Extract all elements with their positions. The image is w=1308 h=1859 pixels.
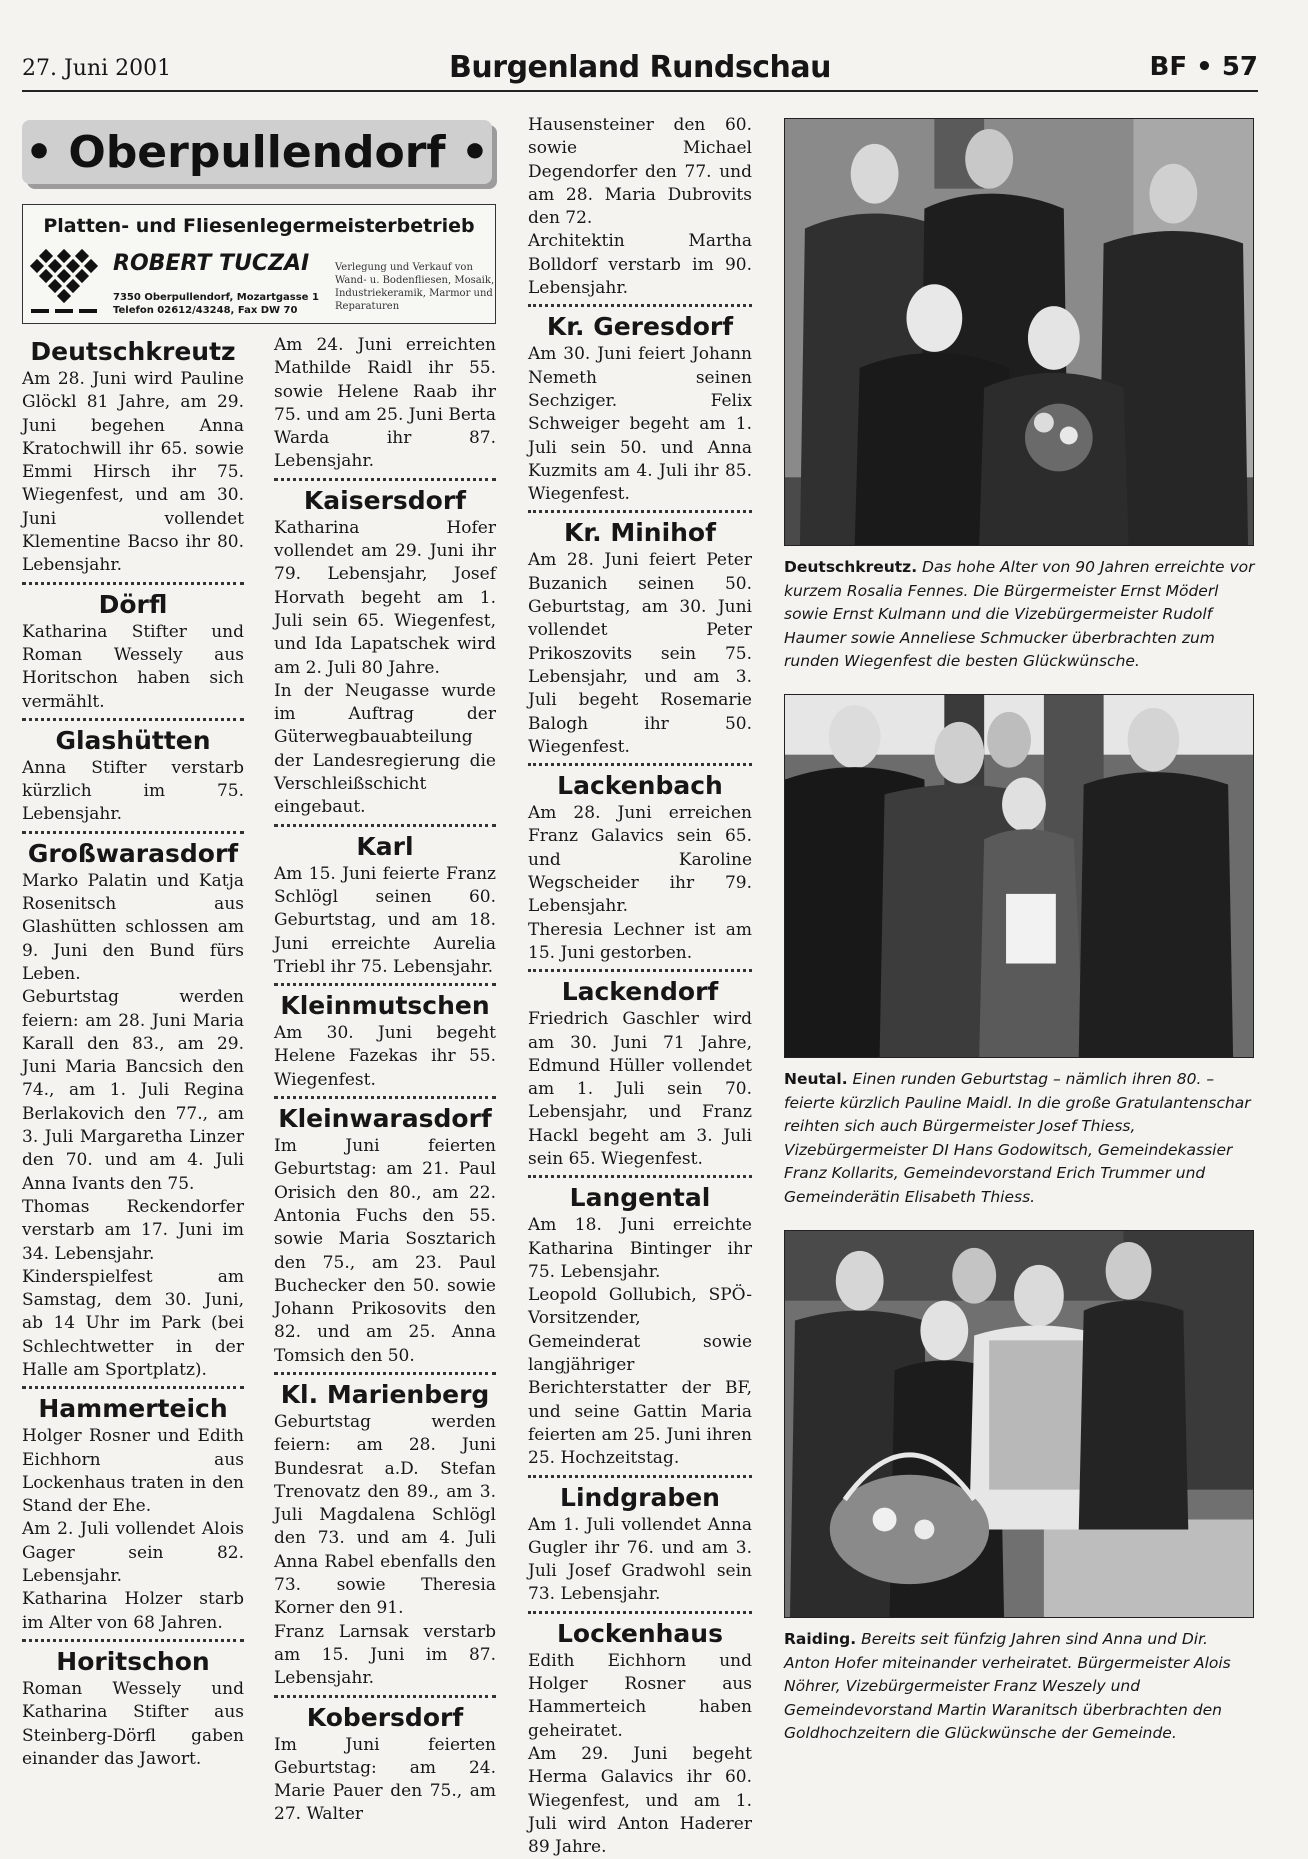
section-heading: Kleinmutschen — [280, 991, 490, 1021]
section-heading: Kleinwarasdorf — [278, 1104, 492, 1134]
article-paragraph: Friedrich Gaschler wird am 30. Juni 71 Jahre, Edmund Hüller vollendet am 1. Juli sein 70. Lebensjahr, und Franz Hackl begeht am 3. Juli sein 65. Wiegenfest. — [528, 1009, 752, 1169]
article-paragraph: Am 15. Juni feierte Franz Schlögl seinen 60. Geburtstag, und am 18. Juni erreichte Aurelia Triebl ihr 75. Lebensjahr. — [274, 863, 496, 977]
article-paragraph: Geburtstag werden feiern: am 28. Juni Bundesrat a.D. Stefan Trenovatz den 89., am 3. Juli Magdalena Schlögl den 73. und am 4. Juli Anna Rabel ebenfalls den 73. sowie Theresia Korner den 91. — [274, 1411, 496, 1619]
ad-description: Verlegung und Verkauf von Wand- u. Bodenfliesen, Mosaik, Industriekeramik, Marmor und Reparaturen — [335, 262, 495, 312]
section-separator — [528, 969, 752, 972]
section-heading: Kaisersdorf — [303, 485, 467, 515]
article-paragraph: Im Juni feierten Geburtstag: am 24. Marie Pauer den 75., am 27. Walter — [274, 1734, 496, 1825]
tile-logo-icon — [29, 247, 109, 319]
article-paragraph: Hausensteiner den 60. sowie Michael Degendorfer den 77. und am 28. Maria Dubrovits den 72. — [528, 115, 752, 229]
article-paragraph: Roman Wessely und Katharina Stifter aus Steinberg-Dörfl gaben einander das Jawort. — [22, 1678, 244, 1769]
caption-place: Deutschkreutz. — [784, 558, 918, 576]
caption-text: Bereits seit fünfzig Jahren sind Anna und Dir. Anton Hofer miteinander verheiratet. Bürgermeister Alois Nöhrer, Vizebürgermeister Franz Weszely und Gemeindevorstand Martin Waranitsch überbrachten den Goldhochzeitern die Glückwünsche der Gemeinde. — [784, 1630, 1231, 1742]
article-paragraph: Am 28. Juni feiert Peter Buzanich seinen 50. Geburtstag, am 30. Juni vollendet Peter Prikoszovits sein 75. Lebensjahr, und am 3. Juli begeht Rosemarie Balogh ihr 50. Wiegenfest. — [528, 550, 752, 757]
newspaper-title: Burgenland Rundschau — [449, 50, 831, 85]
article-paragraph: Am 1. Juli vollendet Anna Gugler ihr 76. und am 3. Juli Josef Gradwohl sein 73. Lebensjahr. — [528, 1514, 752, 1605]
section-heading: Deutschkreutz — [30, 337, 236, 366]
photo-caption-neutal — [784, 1068, 1258, 1209]
article-paragraph: Franz Larnsak verstarb am 15. Juni im 87. Lebensjahr. — [274, 1621, 496, 1689]
section-heading: Horitschon — [56, 1646, 210, 1676]
section-separator — [22, 718, 244, 721]
section-separator — [528, 1611, 752, 1614]
article-paragraph: Marko Palatin und Katja Rosenitsch aus Glashütten schlossen am 9. Juni den Bund fürs Leben. — [22, 870, 244, 984]
section-separator — [528, 1475, 752, 1478]
section-separator — [274, 1096, 496, 1099]
article-column-3 — [528, 114, 752, 1859]
article-paragraph: In der Neugasse wurde im Auftrag der Güterwegbauabteilung der Landesregierung die Verschleißschicht eingebaut. — [274, 680, 496, 818]
section-separator — [274, 983, 496, 986]
section-separator — [528, 304, 752, 307]
issue-date: 27. Juni 2001 — [22, 56, 172, 81]
photo-caption-raiding — [784, 1628, 1258, 1746]
article-paragraph: Am 28. Juni wird Pauline Glöckl 81 Jahre, am 29. Juni begehen Anna Kratochwill ihr 65. sowie Emmi Hirsch ihr 75. Wiegenfest, und am 30. Juni vollendet Klementine Bacso ihr 80. Lebensjahr. — [22, 369, 244, 576]
article-paragraph: Am 18. Juni erreichte Katharina Bintinger ihr 75. Lebensjahr. — [528, 1215, 752, 1282]
article-paragraph: Geburtstag werden feiern: am 28. Juni Maria Karall den 83., am 29. Juni Maria Bancsich den 74., am 1. Juli Regina Berlakovich den 77., am 3. Juli Margaretha Linzer den 70. und am 4. Juli Anna Ivants den 75. — [22, 987, 244, 1194]
article-paragraph: Architektin Martha Bolldorf verstarb im 90. Lebensjahr. — [528, 231, 752, 299]
article-paragraph: Katharina Holzer starb im Alter von 68 Jahren. — [22, 1589, 244, 1633]
section-separator — [528, 510, 752, 513]
article-column-1 — [22, 334, 244, 1771]
region-banner: • Oberpullendorf • — [22, 120, 492, 184]
section-heading: Kl. Marienberg — [280, 1379, 490, 1409]
article-paragraph: Katharina Stifter und Roman Wessely aus Horitschon haben sich vermählt. — [22, 621, 244, 712]
section-heading: Lackendorf — [561, 977, 719, 1007]
advertisement — [22, 204, 496, 324]
article-paragraph: Anna Stifter verstarb kürzlich im 75. Lebensjahr. — [22, 757, 244, 825]
section-separator — [22, 1386, 244, 1389]
section-heading: Lockenhaus — [557, 1618, 723, 1648]
caption-place: Raiding. — [784, 1630, 857, 1648]
section-separator — [528, 1175, 752, 1178]
section-separator — [274, 824, 496, 827]
section-separator — [22, 831, 244, 834]
ad-heading: Platten- und Fliesenlegermeisterbetrieb — [43, 215, 475, 237]
caption-text: Einen runden Geburtstag – nämlich ihren 80. – feierte kürzlich Pauline Maidl. In die große Gratulantenschar reihten sich auch Bürgermeister Josef Thiess, Vizebürgermeister DI Hans Godowitsch, Gemeindekassier Franz Kollarits, Gemeindevorstand Erich Trummer und Gemeinderätin Elisabeth Thiess. — [784, 1070, 1251, 1206]
article-paragraph: Am 29. Juni begeht Herma Galavics ihr 60. Wiegenfest, und am 1. Juli wird Anton Haderer 89 Jahre. — [528, 1743, 752, 1858]
ad-address: 7350 Oberpullendorf, Mozartgasse 1 — [113, 292, 319, 303]
article-paragraph: Edith Eichhorn und Holger Rosner aus Hammerteich haben geheiratet. — [528, 1650, 752, 1741]
section-heading: Lackenbach — [557, 771, 723, 801]
article-paragraph: Am 24. Juni erreichten Mathilde Raidl ihr 55. sowie Helene Raab ihr 75. und am 25. Juni Berta Warda ihr 87. Lebensjahr. — [274, 335, 496, 472]
caption-place: Neutal. — [784, 1070, 848, 1088]
photo-caption-deutschkreutz — [784, 556, 1258, 674]
section-heading: Lindgraben — [560, 1482, 720, 1512]
ad-contact — [113, 291, 319, 317]
page-number: BF • 57 — [1149, 52, 1258, 82]
ad-phone: Telefon 02612/43248, Fax DW 70 — [113, 305, 298, 316]
article-paragraph: Theresia Lechner ist am 15. Juni gestorben. — [528, 919, 752, 963]
section-heading: Kobersdorf — [306, 1702, 464, 1732]
section-heading: Glashütten — [55, 725, 211, 755]
section-separator — [274, 1372, 496, 1375]
article-paragraph: Am 2. Juli vollendet Alois Gager sein 82. Lebensjahr. — [22, 1519, 244, 1587]
caption-text: Das hohe Alter von 90 Jahren erreichte vor kurzem Rosalia Fennes. Die Bürgermeister Ernst Möderl sowie Ernst Kulmann und die Vizebürgermeister Rudolf Haumer sowie Anneliese Schmucker überbrachten zum runden Wiegenfest die besten Glückwünsche. — [784, 558, 1255, 670]
article-paragraph: Katharina Hofer vollendet am 29. Juni ihr 79. Lebensjahr, Josef Horvath begeht am 1. Juli sein 65. Wiegenfest, und Ida Lapatschek wird am 2. Juli 80 Jahre. — [274, 517, 496, 678]
section-separator — [22, 582, 244, 585]
section-heading: Hammerteich — [38, 1394, 228, 1424]
article-paragraph: Kinderspielfest am Samstag, dem 30. Juni, ab 14 Uhr im Park (bei Schlechtwetter in der Halle am Sportplatz). — [22, 1266, 244, 1380]
article-paragraph: Holger Rosner und Edith Eichhorn aus Lockenhaus traten in den Stand der Ehe. — [22, 1426, 244, 1517]
ad-company-name: ROBERT TUCZAI — [113, 251, 310, 276]
section-separator — [22, 1639, 244, 1642]
article-column-2 — [274, 334, 496, 1827]
section-heading: Kr. Geresdorf — [546, 312, 734, 342]
section-separator — [528, 763, 752, 766]
section-heading: Kr. Minihof — [563, 518, 716, 548]
article-paragraph: Im Juni feierten Geburtstag: am 21. Paul Orisich den 80., am 22. Antonia Fuchs den 55. sowie Maria Sosztarich den 75., am 23. Paul Buchecker den 50. sowie Johann Prikosovits den 82. und am 25. Anna Tomsich den 50. — [274, 1136, 496, 1366]
article-paragraph: Am 30. Juni begeht Helene Fazekas ihr 55. Wiegenfest. — [274, 1023, 496, 1090]
section-heading: Großwarasdorf — [27, 838, 239, 868]
section-heading: Karl — [356, 831, 414, 861]
section-heading: Dörfl — [98, 589, 168, 619]
article-paragraph: Thomas Reckendorfer verstarb am 17. Juni im 34. Lebensjahr. — [22, 1196, 244, 1264]
article-paragraph: Am 30. Juni feiert Johann Nemeth seinen Sechziger. Felix Schweiger begeht am 1. Juli sein 50. und Anna Kuzmits am 4. Juli ihr 85. Wiegenfest. — [528, 344, 752, 505]
section-heading: Langental — [569, 1183, 711, 1213]
section-separator — [274, 478, 496, 481]
page-header — [22, 50, 1258, 92]
section-separator — [274, 1695, 496, 1698]
photo-neutal — [784, 694, 1254, 1058]
article-paragraph: Am 28. Juni erreichen Franz Galavics sein 65. und Karoline Wegscheider ihr 79. Lebensjahr. — [528, 803, 752, 917]
photo-raiding — [784, 1230, 1254, 1618]
photo-deutschkreutz — [784, 118, 1254, 546]
article-paragraph: Leopold Gollubich, SPÖ-Vorsitzender, Gemeinderat sowie langjähriger Berichterstatter der BF, und seine Gattin Maria feierten am 25. Juni ihren 25. Hochzeitstag. — [528, 1285, 752, 1469]
